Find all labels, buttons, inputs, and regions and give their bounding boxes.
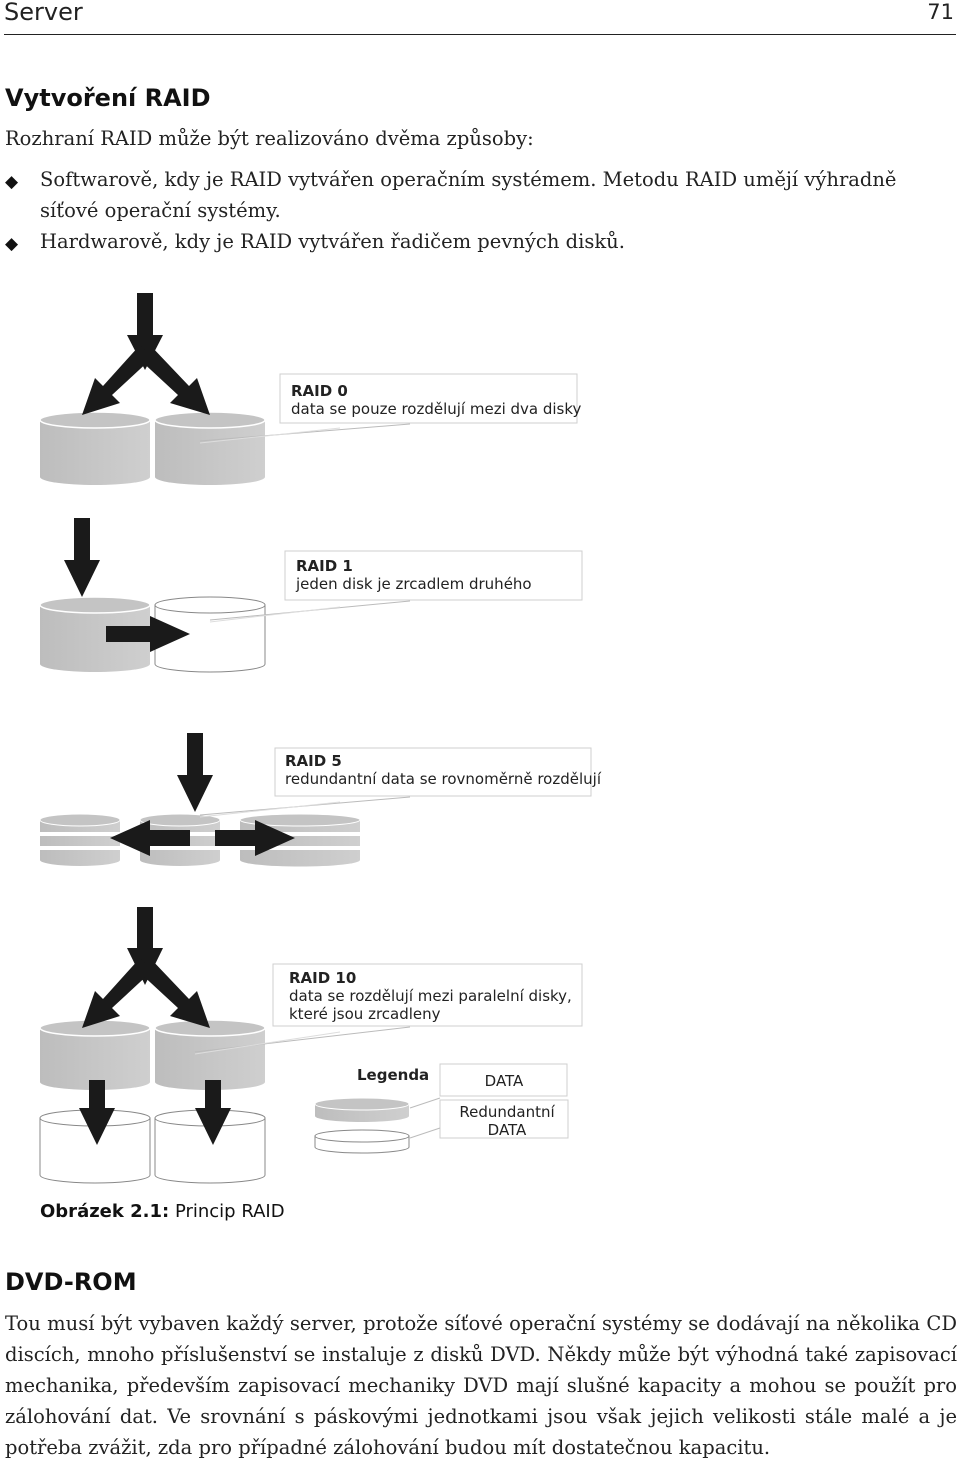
raid5-title: RAID 5 [285,752,342,770]
disk-data-icon [40,1020,150,1090]
raid5-diagram [40,733,602,867]
section-heading-raid: Vytvoření RAID [5,84,211,112]
arrow-down-icon [177,733,213,812]
disk-data-icon [40,412,150,485]
arrow-diagonal-right-icon [138,345,210,415]
raid10-description-line2: které jsou zrcadleny [289,1005,441,1023]
raid10-diagram [40,907,582,1183]
arrow-down-icon [64,518,100,597]
disk-data-icon [155,1020,265,1090]
raid1-description: jeden disk je zrcadlem druhého [296,575,532,593]
bullet-item-hardware: Hardwarově, kdy je RAID vytvářen řadičem pevných disků. [40,230,625,253]
bullet-item-software: Softwarově, kdy je RAID vytvářen operačním systémem. Metodu RAID umějí výhradně síťové operační systémy. [40,168,897,222]
raid0-description: data se pouze rozdělují mezi dva disky [291,400,582,418]
dvd-rom-paragraph: Tou musí být vybaven každý server, protože síťové operační systémy se dodávají na několika CD discích, mnoho příslušenství se instaluje z disků DVD. Někdy může být výhodná také zapisovací mechanika, především zapisovací mechaniky DVD mají slušné kapacity a mohou se použít pro zálohování dat. Ve srovnání s páskovými jednotkami jsou však jejich velikosti stále malé a je potřeba zvážit, zda pro případné zálohování budou mít dostatečnou kapacitu. [5,1312,957,1459]
intro-paragraph: Rozhraní RAID může být realizováno dvěma způsoby: [5,127,534,150]
diamond-bullet-icon: ◆ [5,172,19,192]
disk-stack-icon [40,814,120,866]
disk-data-icon [155,412,265,485]
page-number: 71 [927,0,954,24]
arrow-diagonal-right-icon [138,958,210,1028]
legend-title: Legenda [357,1066,430,1084]
section-heading-dvd-rom: DVD-ROM [5,1268,137,1296]
legend-redundant-label-line1: Redundantní [459,1103,555,1121]
diamond-bullet-icon: ◆ [5,234,19,254]
legend-redundant-label-line2: DATA [487,1121,527,1139]
legend-disk-data-icon [315,1098,409,1122]
raid1-diagram [40,518,582,672]
raid0-title: RAID 0 [291,382,348,400]
caption-label: Obrázek 2.1: [40,1201,170,1222]
caption-text: Princip RAID [169,1201,285,1222]
header-title: Server [4,0,83,26]
raid0-diagram [40,293,582,485]
raid10-title: RAID 10 [289,969,357,987]
figure-caption [40,1201,285,1222]
legend-data-label: DATA [484,1072,524,1090]
legend-disk-redundant-icon [315,1130,409,1153]
raid5-description: redundantní data se rovnoměrně rozdělují [285,770,601,788]
figure-legend [315,1064,568,1153]
raid1-title: RAID 1 [296,557,353,575]
raid10-description-line1: data se rozdělují mezi paralelní disky, [289,987,572,1005]
